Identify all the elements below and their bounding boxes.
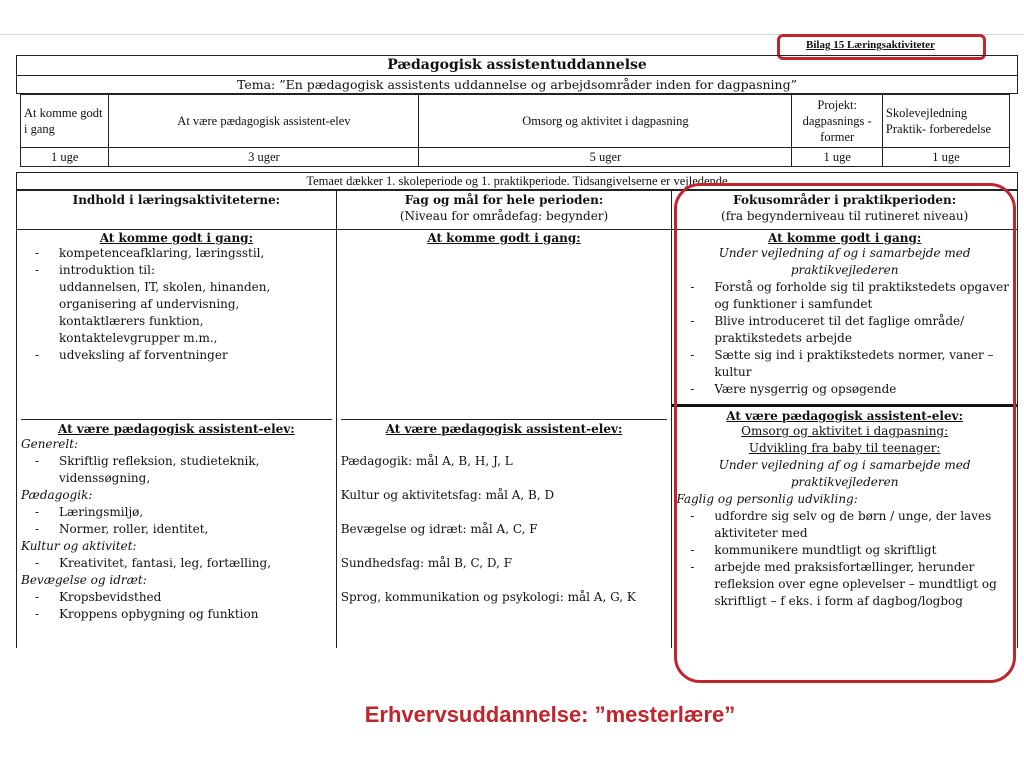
list-item: - kompetenceafklaring, læringsstil, bbox=[21, 245, 332, 262]
list-item: - introduktion til: bbox=[21, 262, 332, 279]
phase-label-5: Skolevejledning Praktik- forberedelse bbox=[882, 95, 1009, 148]
subject-goal-line: Sprog, kommunikation og psykologi: mål A, G, K bbox=[340, 590, 636, 604]
column-header-focus-title: Fokusområder i praktikperioden: bbox=[733, 193, 957, 207]
list-item: - kommunikere mundtligt og skriftligt bbox=[676, 542, 1013, 559]
list-item: - arbejde med praksisfortællinger, herunder refleksion over egne oplevelser – mundtligt og skriftligt – f eks. i form af dagbog/logbog bbox=[676, 559, 1013, 610]
list-item: - Forstå og forholde sig til praktikstedets opgaver og funktioner i samfundet bbox=[676, 279, 1013, 313]
list-item: - Læringsmiljø, bbox=[21, 504, 332, 521]
list-item: - Sætte sig ind i praktikstedets normer, vaner – kultur bbox=[676, 347, 1013, 381]
slide-caption: Erhvervsuddannelse: ”mesterlære” bbox=[364, 702, 736, 727]
kultur-list bbox=[21, 555, 332, 572]
sec2-guidance: Under vejledning af og i samarbejde med praktikvejlederen bbox=[718, 458, 971, 489]
sec2-focus-subheading-2: Udvikling fra baby til teenager: bbox=[748, 441, 941, 455]
phase-duration-2: 3 uger bbox=[109, 148, 419, 167]
phase-label-4: Projekt: dagpasnings -former bbox=[792, 95, 882, 148]
phase-duration-5: 1 uge bbox=[882, 148, 1009, 167]
subject-goal-line: Kultur og aktivitetsfag: mål A, B, D bbox=[340, 488, 555, 502]
sec1-content-list bbox=[21, 245, 332, 364]
phase-label-3: Omsorg og aktivitet i dagpasning bbox=[419, 95, 792, 148]
sec1-subjects-heading: At komme godt i gang: bbox=[427, 231, 581, 245]
phase-label-1: At komme godt i gang bbox=[21, 95, 109, 148]
faglig-label: Faglig og personlig udvikling: bbox=[676, 492, 858, 506]
list-item: - Kroppens opbygning og funktion bbox=[21, 606, 332, 623]
column-header-subjects bbox=[336, 191, 672, 230]
phase-duration-3: 5 uger bbox=[419, 148, 792, 167]
paedagogik-label: Pædagogik: bbox=[21, 488, 93, 502]
focus-highlight-box bbox=[674, 183, 1016, 683]
sec2-content-heading: At være pædagogisk assistent-elev: bbox=[57, 422, 295, 436]
bevaegelse-list bbox=[21, 589, 332, 623]
column-header-content-title: Indhold i læringsaktiviteterne: bbox=[72, 193, 281, 207]
list-item: - Kreativitet, fantasi, leg, fortælling, bbox=[21, 555, 332, 572]
sec1-content-heading: At komme godt i gang: bbox=[99, 231, 254, 245]
sec2-focus-heading: At være pædagogisk assistent-elev: bbox=[726, 409, 964, 423]
content-column bbox=[17, 230, 337, 649]
phase-duration-4: 1 uge bbox=[792, 148, 882, 167]
list-item: - udfordre sig selv og de børn / unge, der laves aktiviteter med bbox=[676, 508, 1013, 542]
column-header-content bbox=[17, 191, 337, 230]
list-item-continuation: organisering af undervisning, bbox=[59, 297, 240, 311]
bilag-label: Bilag 15 Læringsaktiviteter bbox=[806, 39, 935, 51]
section-divider bbox=[341, 419, 668, 420]
phase-duration-1: 1 uge bbox=[21, 148, 109, 167]
document-title: Pædagogisk assistentuddannelse bbox=[16, 55, 1018, 76]
list-item-continuation: kontaktelevgrupper m.m., bbox=[59, 331, 218, 345]
bevaegelse-label: Bevægelse og idræt: bbox=[21, 573, 147, 587]
sec1-focus-heading: At komme godt i gang: bbox=[768, 231, 922, 245]
list-item-continuation: uddannelsen, IT, skolen, hinanden, bbox=[59, 280, 271, 294]
column-header-subjects-sub: (Niveau for områdefag: begynder) bbox=[399, 209, 609, 223]
generelt-list bbox=[21, 453, 332, 487]
sec1-guidance: Under vejledning af og i samarbejde med praktikvejlederen bbox=[718, 246, 971, 277]
list-item: - Blive introduceret til det faglige område/ praktikstedets arbejde bbox=[676, 313, 1013, 347]
list-item: - udveksling af forventninger bbox=[21, 347, 332, 364]
list-item: - Være nysgerrig og opsøgende bbox=[676, 381, 1013, 398]
column-header-subjects-title: Fag og mål for hele perioden: bbox=[404, 193, 604, 207]
phase-table bbox=[20, 94, 1010, 167]
column-header-focus-sub: (fra begynderniveau til rutineret niveau) bbox=[721, 209, 969, 223]
coverage-note: Temaet dækker 1. skoleperiode og 1. praktikperiode. Tidsangivelserne er vejledende bbox=[16, 172, 1018, 190]
subject-goal-line: Pædagogik: mål A, B, H, J, L bbox=[340, 454, 513, 468]
generelt-label: Generelt: bbox=[21, 437, 79, 451]
list-item-continuation: kontaktlærers funktion, bbox=[59, 314, 204, 328]
list-item: - Normer, roller, identitet, bbox=[21, 521, 332, 538]
sec2-focus-subheading: Omsorg og aktivitet i dagpasning: bbox=[741, 424, 949, 438]
paedagogik-list bbox=[21, 504, 332, 538]
subject-goal-line: Sundhedsfag: mål B, C, D, F bbox=[340, 556, 513, 570]
subjects-column bbox=[336, 230, 672, 649]
subject-goal-line: Bevægelse og idræt: mål A, C, F bbox=[340, 522, 538, 536]
list-item: - Kropsbevidsthed bbox=[21, 589, 332, 606]
list-item: - Skriftlig refleksion, studieteknik, bbox=[21, 453, 332, 470]
section-divider bbox=[21, 419, 332, 420]
phase-label-2: At være pædagogisk assistent-elev bbox=[109, 95, 419, 148]
sec2-subjects-heading: At være pædagogisk assistent-elev: bbox=[385, 422, 623, 436]
list-item-continuation: videnssøgning, bbox=[59, 471, 151, 485]
kultur-label: Kultur og aktivitet: bbox=[21, 539, 137, 553]
theme-line: Tema: ”En pædagogisk assistents uddannelse og arbejdsområder inden for dagpasning” bbox=[16, 75, 1018, 94]
